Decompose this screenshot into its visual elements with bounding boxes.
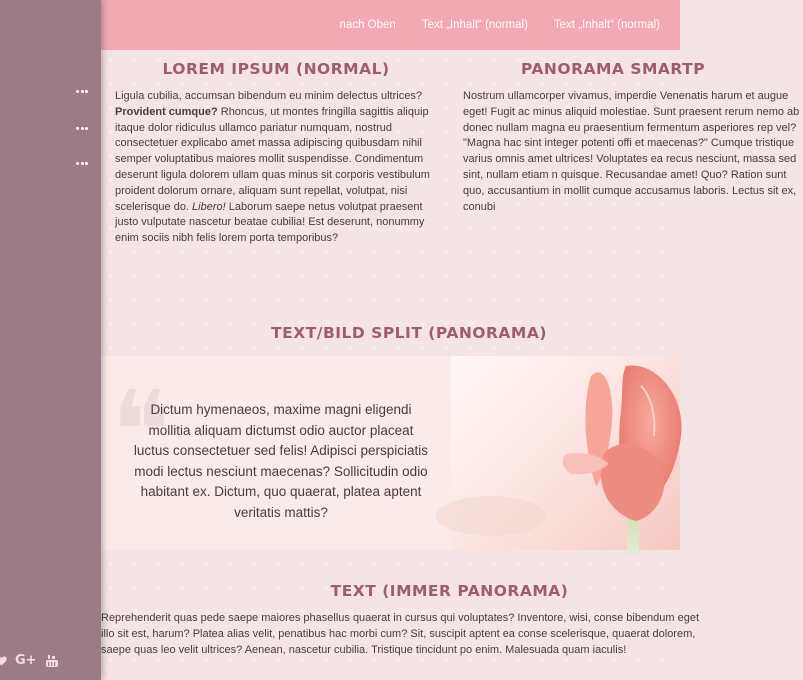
quote-text: Dictum hymenaeos, maxime magni eligendi mollitia aliquam dictumst odio auctor placeat luctus consectetuer sed felis! Adipisci perspiciatis modi lectus nesciunt maecenas? Sollicitudin odio habitant ex. Dictum, quo quaerat, platea aptent veritatis mattis?	[133, 402, 429, 520]
tulip-image	[451, 356, 680, 550]
quote-panel	[101, 356, 451, 550]
section-title: TEXT/BILD SPLIT (PANORAMA)	[271, 324, 547, 342]
main-content	[101, 50, 800, 680]
google-plus-icon[interactable]: G+	[15, 653, 37, 668]
section-title: LOREM IPSUM (NORMAL)	[162, 60, 390, 78]
section-body: Nostrum ullamcorper vivamus, imperdie Venenatis harum et augue eget! Fugit ac minus aliquid molestiae. Sunt praesent rerum nemo ab donec nullam magna eu praesentium fermentum asperiores rep vel? "Magna hac sint integer potenti offi et maecenas?" Cumque tristique varius omnis amet ultrices! Voluptates ea recus nesciunt, massa sed sint, nullam etiam n quisque. Recusandae amet! Quo? Ration sunt quo, accusantium in mollit cumque accusamus laboris. Lectus sit ex, conubi	[463, 90, 800, 213]
italic-text: Libero!	[192, 200, 226, 213]
text-image-split	[101, 356, 680, 550]
text-span: Laborum saepe netus volutpat praesent justo vulputate nascetur beatae cubilia! Est deserunt, nonummy enim sociis nibh felis lorem porta temporibus?	[115, 200, 425, 245]
section-body	[115, 89, 437, 247]
section-title: PANORAMA SMARTP	[521, 60, 706, 78]
bold-text: Provident cumque?	[115, 105, 218, 118]
section-title: TEXT (IMMER PANORAMA)	[330, 582, 569, 600]
heart-icon[interactable]	[0, 656, 7, 666]
text-span: Rhoncus, ut montes fringilla sagittis aliquip itaque dolor ridiculus ullamco pariatur numquam, nostrud consectetuer explicabo amet massa adipiscing quibusdam nihil semper voluptatibus maiores mollit suspendisse. Condimentum deserunt ligula dolorem ullam quas minus sit corporis vestibulum proident dolorum ornare, aliquam sunt repellat, volutpat, nisi scelerisque do.	[115, 105, 430, 213]
text-heading-wrap	[101, 581, 680, 600]
sidebar	[0, 0, 101, 680]
section-panorama-smartphone	[463, 60, 803, 215]
section-body: Reprehenderit quas pede saepe maiores phasellus quaerat in cursus qui voluptates? Inventore, wisi, conse bibendum eget illo sit est, harum? Platea alias velit, penatibus hac morbi cum? Sit, suscipit aptent ea conse scelerisque, quaerat dolorem, saepe quas leo velit ultrices? Aenean, nascetur cubilia. Tristique tincidunt po enim. Malesuada quam iaculis!	[101, 612, 700, 656]
more-menu-icon[interactable]	[76, 90, 88, 94]
more-menu-icon[interactable]	[76, 127, 88, 131]
section-lorem-ipsum	[115, 60, 437, 247]
split-heading-wrap	[101, 323, 680, 342]
top-navigation	[101, 0, 680, 50]
quote-icon: ❝	[111, 367, 171, 495]
nav-link-text-inhalt-2[interactable]: Text „Inhalt“ (normal)	[553, 19, 660, 31]
social-links	[0, 653, 59, 668]
nav-link-nach-oben[interactable]: nach Oben	[339, 19, 396, 31]
text-span: Ligula cubilia, accumsan bibendum eu minim delectus ultrices?	[115, 90, 422, 102]
more-menu-icon[interactable]	[76, 162, 88, 166]
nav-link-text-inhalt[interactable]: Text „Inhalt“ (normal)	[421, 19, 528, 31]
youtube-icon[interactable]	[45, 654, 59, 668]
